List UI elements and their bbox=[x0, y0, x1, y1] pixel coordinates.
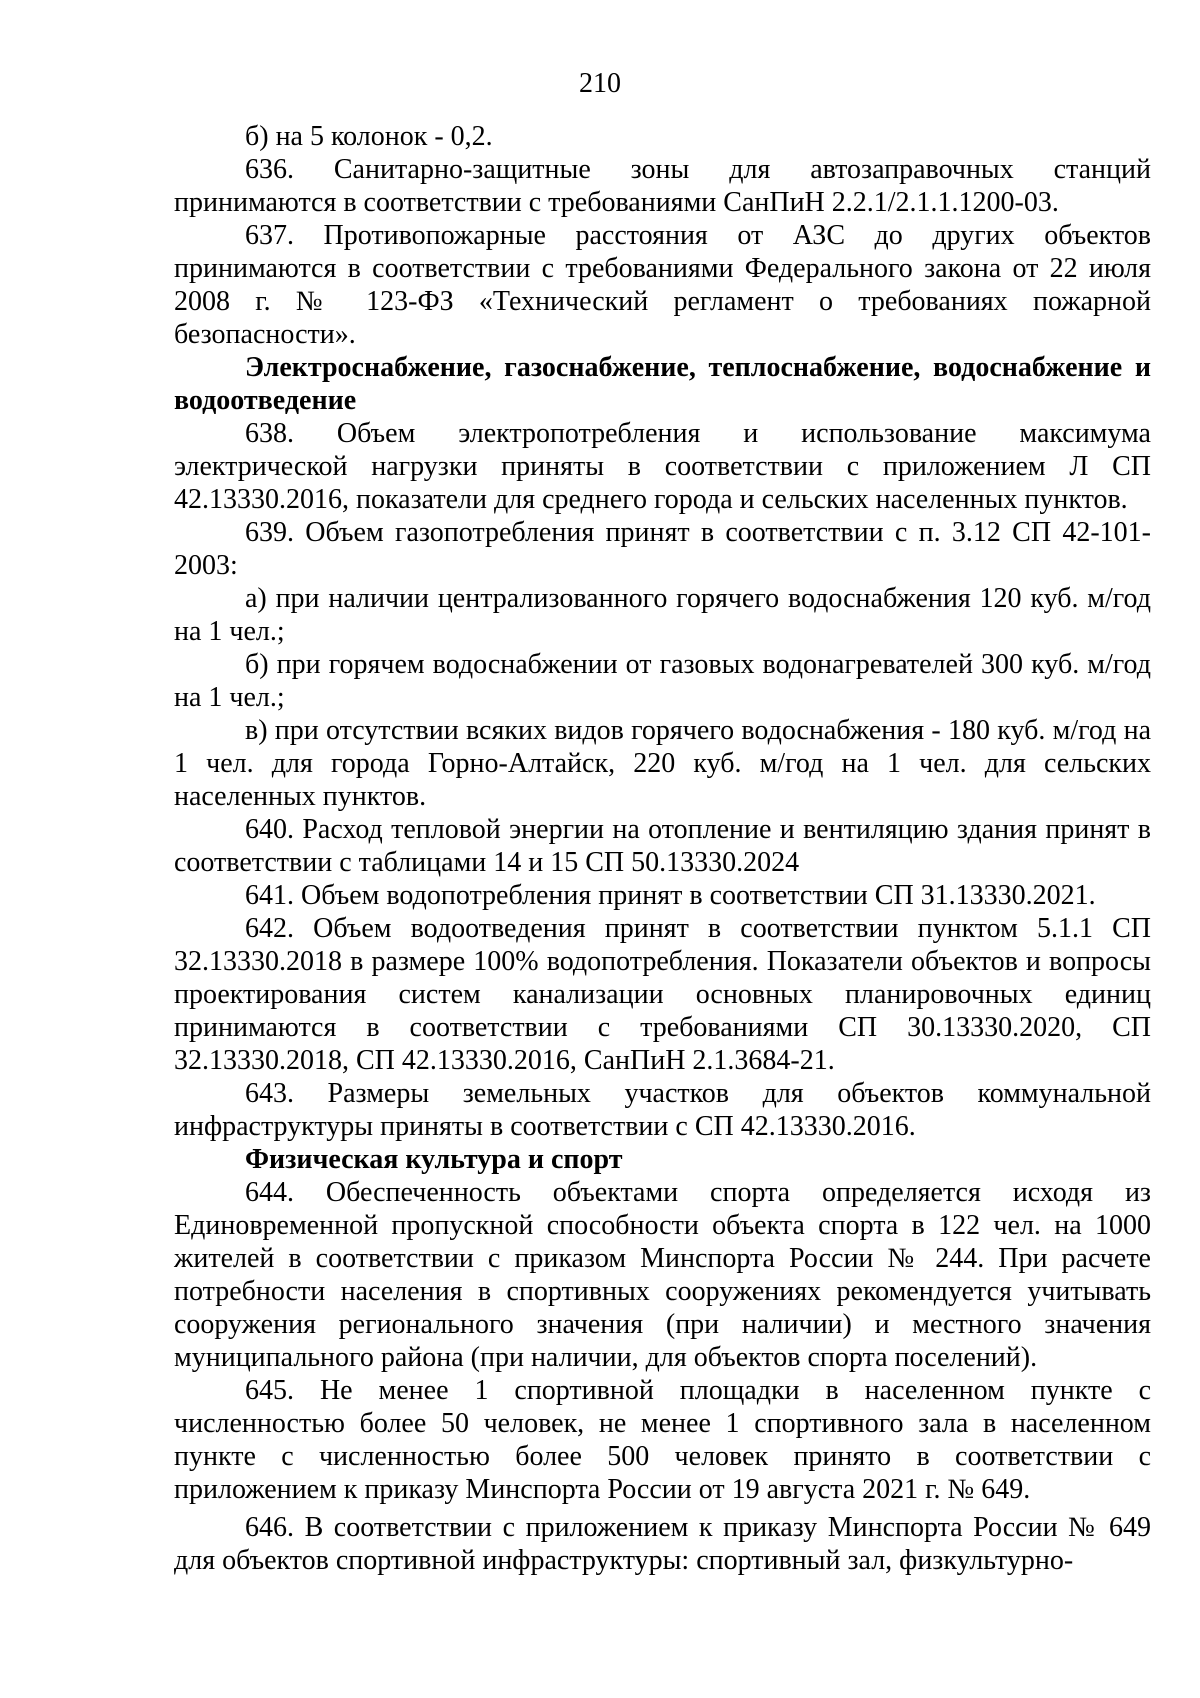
paragraph-636: 636. Санитарно-защитные зоны для автозаправочных станций принимаются в соответствии с требованиями СанПиН 2.2.1/2.1.1.1200-03. bbox=[174, 154, 1151, 218]
paragraph-646: 646. В соответствии с приложением к приказу Минспорта России № 649 для объектов спортивной инфраструктуры: спортивный зал, физкультурно- bbox=[174, 1512, 1151, 1576]
paragraph-645: 645. Не менее 1 спортивной площадки в населенном пункте с численностью более 50 человек, не менее 1 спортивного зала в населенном пункте с численностью более 500 человек принято в соответствии с приложением к приказу Минспорта России от 19 августа 2021 г. № 649. bbox=[174, 1375, 1151, 1505]
paragraph-639b: б) при горячем водоснабжении от газовых водонагревателей 300 куб. м/год на 1 чел.; bbox=[174, 649, 1151, 713]
paragraph-638: 638. Объем электропотребления и использование максимума электрической нагрузки приняты в соответствии с приложением Л СП 42.13330.2016, показатели для среднего города и сельских населенных пунктов. bbox=[174, 418, 1151, 515]
paragraph-b5: б) на 5 колонок - 0,2. bbox=[245, 121, 493, 152]
paragraph-642: 642. Объем водоотведения принят в соответствии пунктом 5.1.1 СП 32.13330.2018 в размере 100% водопотребления. Показатели объектов и вопросы проектирования систем канализации основных планировочных единиц принимаются в соответствии с требованиями СП 30.13330.2020, СП 32.13330.2018, СП 42.13330.2016, СанПиН 2.1.3684-21. bbox=[174, 913, 1151, 1076]
section-heading-utilities: Электроснабжение, газоснабжение, теплоснабжение, водоснабжение и водоотведение bbox=[174, 352, 1151, 416]
paragraph-639a: а) при наличии централизованного горячего водоснабжения 120 куб. м/год на 1 чел.; bbox=[174, 583, 1151, 647]
paragraph-639c: в) при отсутствии всяких видов горячего водоснабжения - 180 куб. м/год на 1 чел. для города Горно-Алтайск, 220 куб. м/год на 1 чел. для сельских населенных пунктов. bbox=[174, 715, 1151, 812]
paragraph-640: 640. Расход тепловой энергии на отопление и вентиляцию здания принят в соответствии с таблицами 14 и 15 СП 50.13330.2024 bbox=[174, 814, 1151, 878]
document-body bbox=[174, 120, 1151, 1577]
page-number: 210 bbox=[579, 68, 621, 99]
paragraph-639: 639. Объем газопотребления принят в соответствии с п. 3.12 СП 42-101-2003: bbox=[174, 517, 1151, 581]
paragraph-637: 637. Противопожарные расстояния от АЗС до других объектов принимаются в соответствии с требованиями Федерального закона от 22 июля 2008 г. № 123-ФЗ «Технический регламент о требованиях пожарной безопасности». bbox=[174, 220, 1151, 350]
paragraph-644: 644. Обеспеченность объектами спорта определяется исходя из Единовременной пропускной способности объекта спорта в 122 чел. на 1000 жителей в соответствии с приказом Минспорта России № 244. При расчете потребности населения в спортивных сооружениях рекомендуется учитывать сооружения регионального значения (при наличии) и местного значения муниципального района (при наличии, для объектов спорта поселений). bbox=[174, 1177, 1151, 1373]
section-heading-sport: Физическая культура и спорт bbox=[245, 1144, 623, 1175]
paragraph-641: 641. Объем водопотребления принят в соответствии СП 31.13330.2021. bbox=[245, 880, 1096, 911]
paragraph-643: 643. Размеры земельных участков для объектов коммунальной инфраструктуры приняты в соответствии с СП 42.13330.2016. bbox=[174, 1078, 1151, 1142]
